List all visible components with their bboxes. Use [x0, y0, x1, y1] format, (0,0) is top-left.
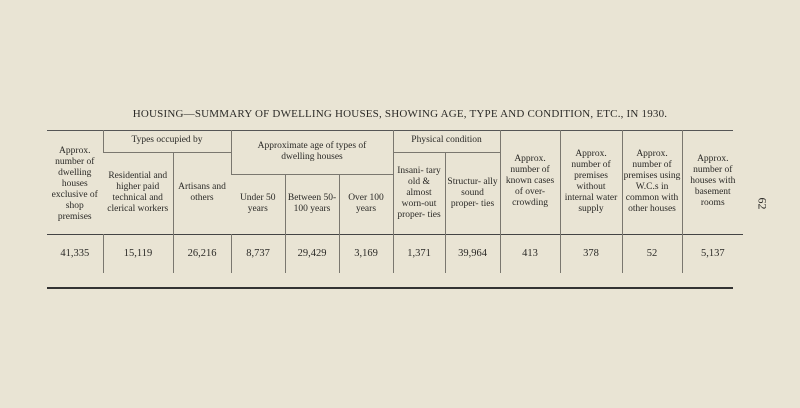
header-under-50: Under 50 years — [239, 193, 276, 214]
header-insanitary: Insani- tary old & almost worn-out proper- ties — [393, 152, 445, 234]
cell-over-100: 3,169 — [339, 234, 393, 273]
header-types-occupied: Types occupied by — [103, 130, 231, 152]
cell-wc-common: 52 — [622, 234, 682, 273]
cell-basement: 5,137 — [682, 234, 743, 273]
table-row — [47, 234, 743, 273]
cell-artisans: 26,216 — [173, 234, 231, 273]
cell-sound: 39,964 — [445, 234, 500, 273]
header-between-50-100: Between 50-100 years — [285, 174, 339, 234]
header-overcrowding: Approx. number of known cases of over- crowding — [500, 130, 560, 234]
header-physical-condition: Physical condition — [393, 130, 500, 152]
page-number: 62 — [755, 197, 770, 210]
cell-no-water: 378 — [560, 234, 622, 273]
bottom-rule — [47, 287, 733, 289]
table-title: HOUSING—SUMMARY OF DWELLING HOUSES, SHOWING AGE, TYPE AND CONDITION, ETC., IN 1930. — [132, 108, 668, 120]
header-basement: Approx. number of houses with basement rooms — [682, 130, 743, 234]
header-wc-common: Approx. number of premises using W.C.s in common with other houses — [622, 130, 682, 234]
cell-between-50-100: 29,429 — [285, 234, 339, 273]
cell-residential: 15,119 — [103, 234, 173, 273]
header-residential: Residential and higher paid technical and clerical workers — [107, 171, 169, 214]
cell-overcrowding: 413 — [500, 234, 560, 273]
cell-under-50: 8,737 — [231, 234, 285, 273]
cell-dwelling-houses: 41,335 — [60, 248, 90, 259]
header-over-100: Over 100 years — [339, 174, 393, 234]
header-age: Approximate age of types of dwelling houses — [231, 130, 393, 174]
housing-summary-table — [47, 130, 743, 273]
cell-insanitary: 1,371 — [393, 234, 445, 273]
header-artisans: Artisans and others — [173, 152, 231, 234]
header-no-water: Approx. number of premises without internal water supply — [560, 130, 622, 234]
header-sound: Structur- ally sound proper- ties — [445, 152, 500, 234]
header-dwelling-houses: Approx. number of dwelling houses exclusive of shop premises — [51, 146, 98, 223]
